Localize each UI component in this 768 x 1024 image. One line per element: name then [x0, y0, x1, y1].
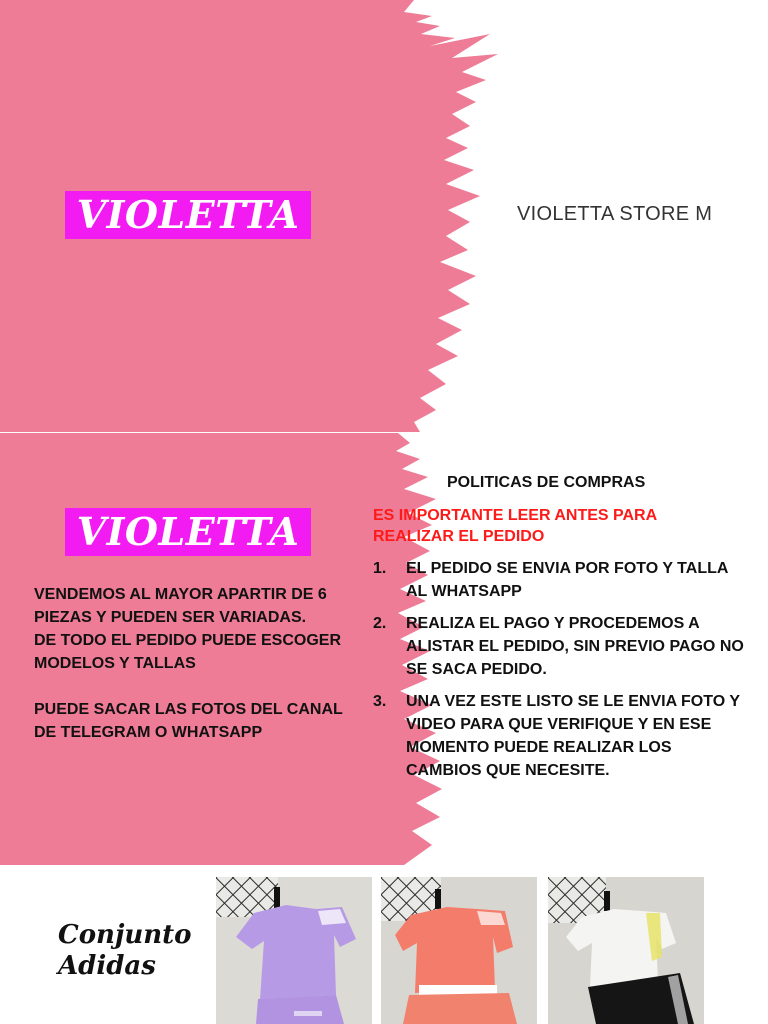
- order-step: [373, 612, 745, 681]
- lilac-set-photo: [216, 877, 372, 1024]
- coral-set-photo: [381, 877, 537, 1024]
- policies-title: POLITICAS DE COMPRAS: [447, 474, 646, 491]
- order-step: [373, 557, 745, 603]
- products-section: [0, 865, 768, 1024]
- store-name: VIOLETTA STORE M: [517, 203, 713, 225]
- white-black-set-photo: [548, 877, 704, 1024]
- order-step: [373, 690, 745, 782]
- step-number: 2.: [373, 615, 387, 632]
- order-steps-list: [373, 557, 745, 791]
- wholesale-paragraph: DE TODO EL PEDIDO PUEDE ESCOGER MODELOS Y TALLAS: [34, 632, 342, 672]
- caption-line: Conjunto: [58, 920, 192, 950]
- wholesale-paragraph: VENDEMOS AL MAYOR APARTIR DE 6 PIEZAS Y PUEDEN SER VARIADAS.: [34, 586, 327, 626]
- wholesale-info: [34, 583, 344, 744]
- step-text: REALIZA EL PAGO Y PROCEDEMOS A ALISTAR EL PEDIDO, SIN PREVIO PAGO NO SE SACA PEDIDO.: [406, 615, 744, 678]
- violetta-logo: [65, 508, 311, 556]
- product-caption: [58, 920, 218, 982]
- cover-page: [0, 0, 768, 432]
- violetta-logo: [65, 191, 311, 239]
- step-text: UNA VEZ ESTE LISTO SE LE ENVIA FOTO Y VIDEO PARA QUE VERIFIQUE Y EN ESE MOMENTO PUEDE REALIZAR LOS CAMBIOS QUE NECESITE.: [406, 693, 740, 779]
- step-number: 3.: [373, 693, 387, 710]
- step-number: 1.: [373, 560, 387, 577]
- photos-paragraph: PUEDE SACAR LAS FOTOS DEL CANAL DE TELEGRAM O WHATSAPP: [34, 701, 343, 741]
- policies-page: [0, 433, 768, 865]
- logo-text: VIOLETTA: [76, 509, 300, 554]
- logo-text: VIOLETTA: [76, 192, 300, 237]
- step-text: EL PEDIDO SE ENVIA POR FOTO Y TALLA AL WHATSAPP: [406, 560, 728, 600]
- important-note: ES IMPORTANTE LEER ANTES PARA REALIZAR EL PEDIDO: [373, 507, 657, 545]
- caption-line: Adidas: [58, 951, 156, 981]
